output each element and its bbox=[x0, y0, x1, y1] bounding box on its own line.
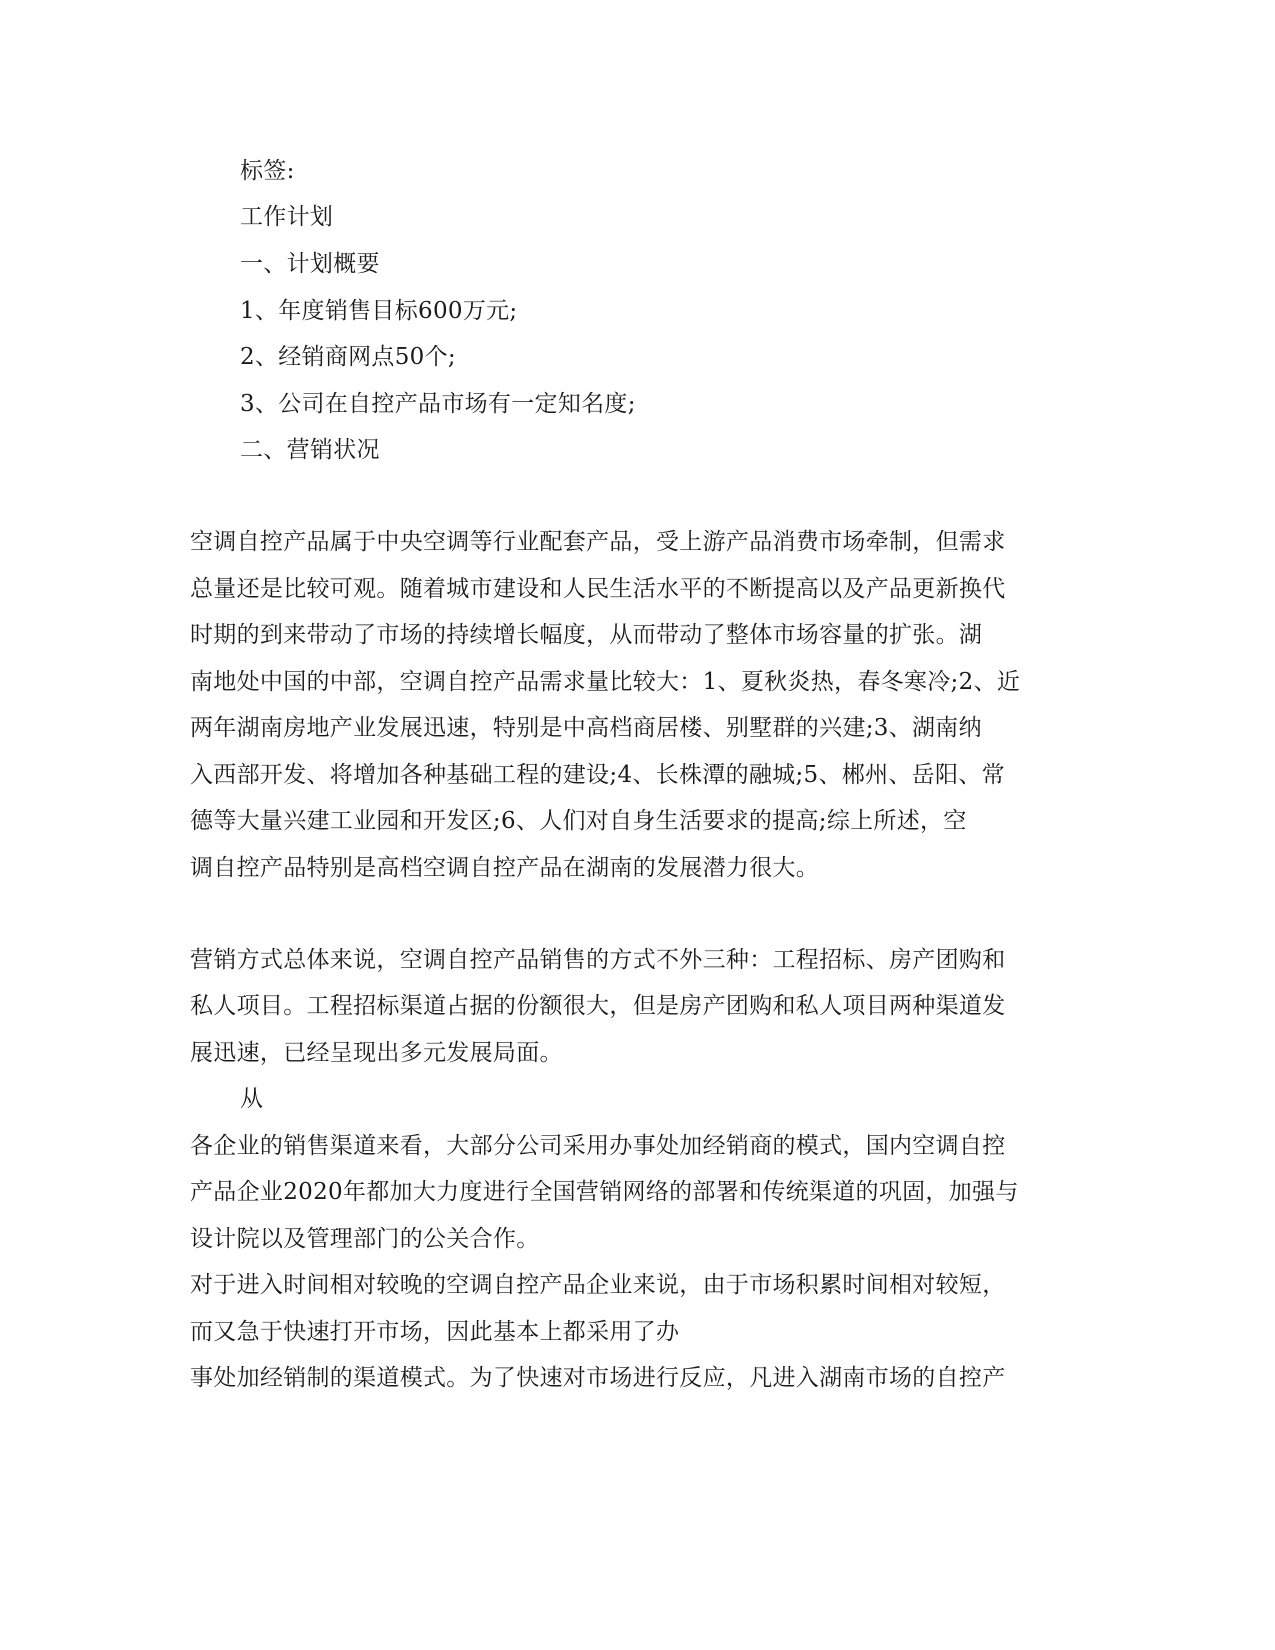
paragraph-line: 事处加经销制的渠道模式。为了快速对市场进行反应，凡进入湖南市场的自控产 bbox=[190, 1365, 1006, 1391]
doc-title: 工作计划 bbox=[240, 204, 334, 230]
plan-item-2: 2、经销商网点50个; bbox=[240, 344, 456, 370]
paragraph-line: 时期的到来带动了市场的持续增长幅度，从而带动了整体市场容量的扩张。湖 bbox=[190, 622, 983, 648]
paragraph-line: 展迅速，已经呈现出多元发展局面。 bbox=[190, 1040, 563, 1066]
section-heading-2: 二、营销状况 bbox=[240, 437, 380, 463]
paragraph-line: 德等大量兴建工业园和开发区;6、人们对自身生活要求的提高;综上所述，空 bbox=[190, 808, 967, 834]
paragraph-line: 入西部开发、将增加各种基础工程的建设;4、长株潭的融城;5、郴州、岳阳、常 bbox=[190, 762, 1005, 788]
paragraph-line: 产品企业2020年都加大力度进行全国营销网络的部署和传统渠道的巩固，加强与 bbox=[190, 1179, 1019, 1205]
paragraph-line: 设计院以及管理部门的公关合作。 bbox=[190, 1226, 540, 1252]
plan-item-3: 3、公司在自控产品市场有一定知名度; bbox=[240, 391, 636, 417]
paragraph-start: 从 bbox=[240, 1086, 264, 1112]
section-heading-1: 一、计划概要 bbox=[240, 251, 380, 277]
paragraph-line: 南地处中国的中部，空调自控产品需求量比较大：1、夏秋炎热，春冬寒冷;2、近 bbox=[190, 669, 1021, 695]
paragraph-line: 空调自控产品属于中央空调等行业配套产品，受上游产品消费市场牵制，但需求 bbox=[190, 529, 1006, 555]
paragraph-line: 两年湖南房地产业发展迅速，特别是中高档商居楼、别墅群的兴建;3、湖南纳 bbox=[190, 715, 982, 741]
plan-item-1: 1、年度销售目标600万元; bbox=[240, 298, 518, 324]
paragraph-line: 各企业的销售渠道来看，大部分公司采用办事处加经销商的模式，国内空调自控 bbox=[190, 1133, 1006, 1159]
paragraph-line: 而又急于快速打开市场，因此基本上都采用了办 bbox=[190, 1319, 680, 1345]
paragraph-line: 营销方式总体来说，空调自控产品销售的方式不外三种：工程招标、房产团购和 bbox=[190, 947, 1006, 973]
tag-label: 标签: bbox=[240, 158, 295, 184]
paragraph-line: 对于进入时间相对较晚的空调自控产品企业来说，由于市场积累时间相对较短， bbox=[190, 1272, 1006, 1298]
paragraph-line: 总量还是比较可观。随着城市建设和人民生活水平的不断提高以及产品更新换代 bbox=[190, 576, 1006, 602]
paragraph-line: 私人项目。工程招标渠道占据的份额很大，但是房产团购和私人项目两种渠道发 bbox=[190, 993, 1006, 1019]
paragraph-line: 调自控产品特别是高档空调自控产品在湖南的发展潜力很大。 bbox=[190, 855, 820, 881]
